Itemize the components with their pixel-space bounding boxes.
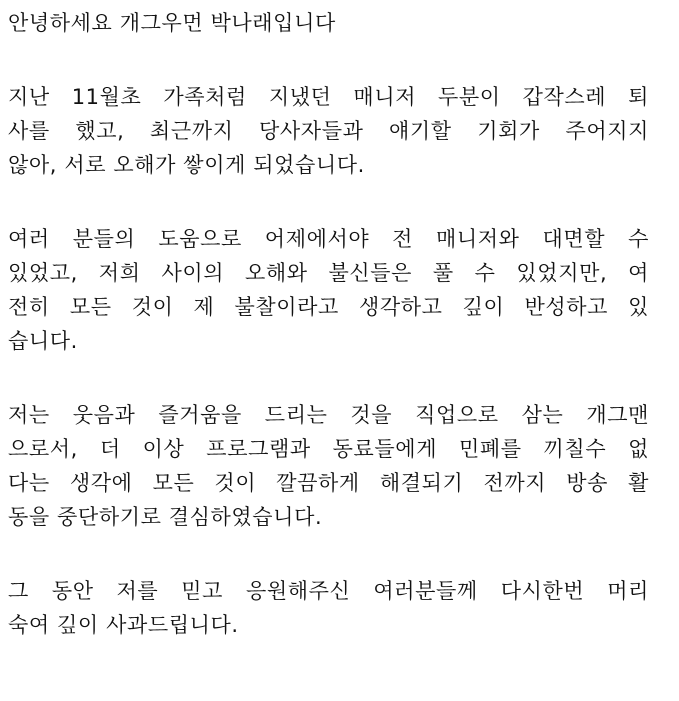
greeting-line: 안녕하세요 개그우먼 박나래입니다	[8, 11, 336, 35]
paragraph-4	[8, 574, 673, 642]
paragraph-line: 숙여 깊이 사과드립니다.	[8, 613, 239, 637]
statement-document	[8, 6, 673, 642]
paragraph-line: 습니다.	[8, 329, 78, 353]
paragraph-line: 저는 웃음과 즐거움을 드리는 것을 직업으로 삼는 개그맨	[8, 403, 649, 427]
paragraph-line: 않아, 서로 오해가 쌓이게 되었습니다.	[8, 153, 365, 177]
paragraph-line: 있었고, 저희 사이의 오해와 불신들은 풀 수 있었지만, 여	[8, 261, 649, 285]
paragraph-line: 지난 11월초 가족처럼 지냈던 매니저 두분이 갑작스레 퇴	[8, 85, 649, 109]
paragraph-line: 전히 모든 것이 제 불찰이라고 생각하고 깊이 반성하고 있	[8, 295, 649, 319]
paragraph-line: 그 동안 저를 믿고 응원해주신 여러분들께 다시한번 머리	[8, 579, 649, 603]
paragraph-gap	[8, 182, 673, 222]
paragraph-line: 사를 했고, 최근까지 당사자들과 얘기할 기회가 주어지지	[8, 119, 649, 143]
paragraph-3	[8, 398, 673, 534]
paragraph-line: 다는 생각에 모든 것이 깔끔하게 해결되기 전까지 방송 활	[8, 471, 649, 495]
paragraph-gap	[8, 534, 673, 574]
paragraph-2	[8, 222, 673, 358]
paragraph-line: 으로서, 더 이상 프로그램과 동료들에게 민폐를 끼칠수 없	[8, 437, 650, 461]
paragraph-gap	[8, 40, 673, 80]
paragraph-gap	[8, 358, 673, 398]
paragraph-1	[8, 80, 673, 182]
paragraph-line: 동을 중단하기로 결심하였습니다.	[8, 505, 323, 529]
paragraph-line: 여러 분들의 도움으로 어제에서야 전 매니저와 대면할 수	[8, 227, 649, 251]
